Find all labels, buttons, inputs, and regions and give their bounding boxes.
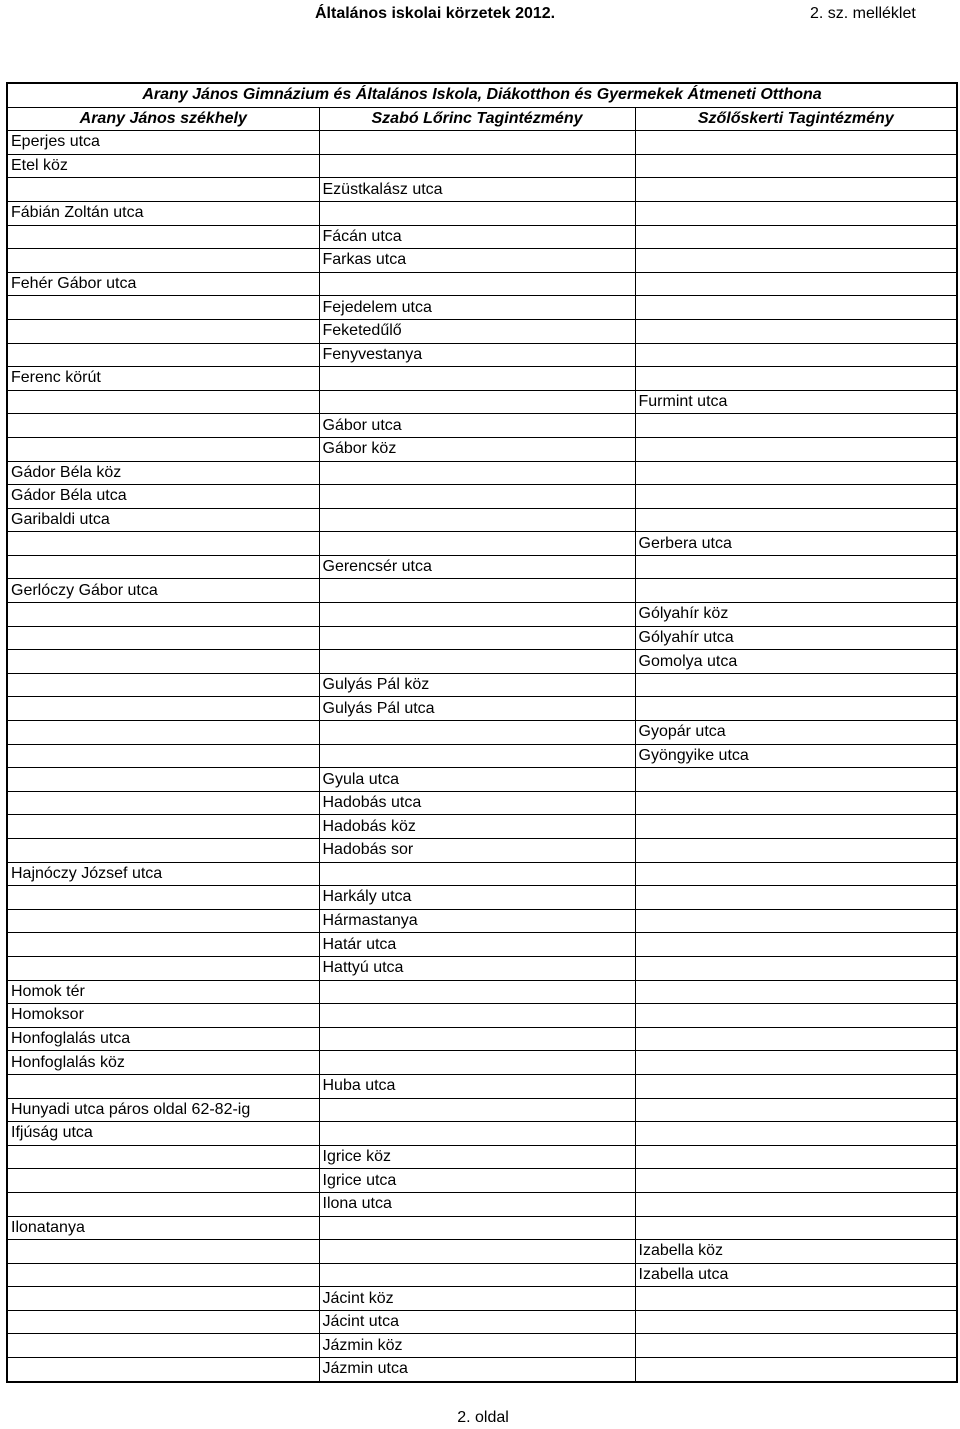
street-cell xyxy=(635,1310,957,1334)
street-cell xyxy=(319,1098,635,1122)
street-cell xyxy=(7,437,319,461)
street-cell xyxy=(319,461,635,485)
table-row xyxy=(7,862,957,886)
street-cell: Furmint utca xyxy=(635,390,957,414)
street-cell: Hadobás utca xyxy=(319,791,635,815)
street-cell xyxy=(635,815,957,839)
table-row xyxy=(7,154,957,178)
street-cell: Ferenc körút xyxy=(7,367,319,391)
street-cell: Garibaldi utca xyxy=(7,508,319,532)
street-cell: Jázmin utca xyxy=(319,1358,635,1382)
street-cell xyxy=(635,1122,957,1146)
street-cell xyxy=(7,249,319,273)
table-row xyxy=(7,1358,957,1382)
table-row xyxy=(7,1192,957,1216)
street-cell: Igrice utca xyxy=(319,1169,635,1193)
table-row xyxy=(7,933,957,957)
street-cell xyxy=(319,603,635,627)
street-cell xyxy=(319,532,635,556)
table-row xyxy=(7,1051,957,1075)
street-cell xyxy=(319,744,635,768)
street-cell: Gádor Béla utca xyxy=(7,485,319,509)
street-cell xyxy=(635,697,957,721)
street-cell xyxy=(7,1240,319,1264)
street-cell xyxy=(635,1027,957,1051)
street-cell xyxy=(7,414,319,438)
table-row xyxy=(7,367,957,391)
street-cell: Fenyvestanya xyxy=(319,343,635,367)
street-cell: Izabella utca xyxy=(635,1263,957,1287)
street-cell xyxy=(7,532,319,556)
street-cell: Eperjes utca xyxy=(7,131,319,155)
street-cell xyxy=(7,343,319,367)
street-cell xyxy=(319,367,635,391)
street-cell xyxy=(635,1216,957,1240)
street-cell xyxy=(319,650,635,674)
street-cell: Gólyahír utca xyxy=(635,626,957,650)
street-cell xyxy=(319,485,635,509)
street-cell xyxy=(635,367,957,391)
street-cell xyxy=(319,862,635,886)
table-row xyxy=(7,697,957,721)
street-cell xyxy=(635,956,957,980)
table-body xyxy=(7,131,957,1382)
street-cell xyxy=(7,909,319,933)
street-cell xyxy=(7,956,319,980)
street-cell: Jázmin köz xyxy=(319,1334,635,1358)
street-cell xyxy=(635,933,957,957)
table-row xyxy=(7,768,957,792)
street-cell xyxy=(635,343,957,367)
street-cell: Izabella köz xyxy=(635,1240,957,1264)
table-row xyxy=(7,555,957,579)
street-cell xyxy=(635,272,957,296)
street-cell xyxy=(7,603,319,627)
street-cell: Homoksor xyxy=(7,1004,319,1028)
street-cell xyxy=(7,933,319,957)
street-cell: Etel köz xyxy=(7,154,319,178)
table-row xyxy=(7,390,957,414)
street-cell xyxy=(635,1334,957,1358)
street-cell xyxy=(7,673,319,697)
street-cell: Gólyahír köz xyxy=(635,603,957,627)
table-row xyxy=(7,225,957,249)
street-cell xyxy=(319,508,635,532)
street-cell: Jácint köz xyxy=(319,1287,635,1311)
table-row xyxy=(7,579,957,603)
table-row xyxy=(7,1240,957,1264)
street-cell: Gulyás Pál köz xyxy=(319,673,635,697)
table-row xyxy=(7,650,957,674)
street-cell: Gerlóczy Gábor utca xyxy=(7,579,319,603)
table-row xyxy=(7,532,957,556)
street-cell xyxy=(319,131,635,155)
table-row xyxy=(7,815,957,839)
street-cell xyxy=(7,1169,319,1193)
street-cell xyxy=(635,1169,957,1193)
table-row xyxy=(7,1122,957,1146)
street-cell xyxy=(319,1216,635,1240)
street-cell: Harkály utca xyxy=(319,886,635,910)
street-cell xyxy=(7,1310,319,1334)
school-district-table xyxy=(6,82,958,1383)
table-row xyxy=(7,131,957,155)
column-header-row xyxy=(7,107,957,131)
street-cell xyxy=(635,485,957,509)
street-cell xyxy=(7,721,319,745)
street-cell xyxy=(635,1004,957,1028)
street-cell xyxy=(7,839,319,863)
street-cell: Gomolya utca xyxy=(635,650,957,674)
street-cell: Homok tér xyxy=(7,980,319,1004)
street-cell xyxy=(635,1051,957,1075)
street-cell xyxy=(7,390,319,414)
street-cell xyxy=(635,839,957,863)
street-cell xyxy=(7,1192,319,1216)
street-cell xyxy=(635,1074,957,1098)
street-cell xyxy=(7,296,319,320)
table-row xyxy=(7,791,957,815)
street-cell xyxy=(635,1287,957,1311)
street-cell: Gábor köz xyxy=(319,437,635,461)
street-cell xyxy=(319,1263,635,1287)
column-header-arany-janos: Arany János székhely xyxy=(7,107,319,131)
street-cell xyxy=(7,626,319,650)
table-row xyxy=(7,437,957,461)
street-cell xyxy=(635,437,957,461)
table-row xyxy=(7,673,957,697)
street-cell: Ilona utca xyxy=(319,1192,635,1216)
street-cell: Honfoglalás köz xyxy=(7,1051,319,1075)
table-row xyxy=(7,249,957,273)
street-cell: Fábián Zoltán utca xyxy=(7,201,319,225)
street-cell: Határ utca xyxy=(319,933,635,957)
street-cell: Gerbera utca xyxy=(635,532,957,556)
street-cell xyxy=(7,768,319,792)
street-cell: Hajnóczy József utca xyxy=(7,862,319,886)
page-number: 2. oldal xyxy=(457,1409,509,1426)
street-cell: Gyopár utca xyxy=(635,721,957,745)
table-row xyxy=(7,343,957,367)
table-row xyxy=(7,909,957,933)
street-cell: Gádor Béla köz xyxy=(7,461,319,485)
street-cell xyxy=(635,178,957,202)
street-cell xyxy=(635,791,957,815)
street-cell: Hattyú utca xyxy=(319,956,635,980)
table-row xyxy=(7,980,957,1004)
street-cell: Feketedűlő xyxy=(319,319,635,343)
column-header-szoloskerti: Szőlőskerti Tagintézmény xyxy=(635,107,957,131)
street-cell xyxy=(319,1122,635,1146)
table-row xyxy=(7,956,957,980)
document-title: Általános iskolai körzetek 2012. xyxy=(315,5,556,22)
table-row xyxy=(7,744,957,768)
street-cell xyxy=(7,697,319,721)
table-row xyxy=(7,485,957,509)
street-cell xyxy=(319,201,635,225)
street-cell: Gyula utca xyxy=(319,768,635,792)
street-cell xyxy=(7,319,319,343)
street-cell: Hadobás sor xyxy=(319,839,635,863)
street-cell xyxy=(319,1004,635,1028)
street-cell xyxy=(7,791,319,815)
table-row xyxy=(7,1334,957,1358)
street-cell xyxy=(7,1358,319,1382)
street-cell: Hunyadi utca páros oldal 62-82-ig xyxy=(7,1098,319,1122)
table-row xyxy=(7,461,957,485)
street-cell xyxy=(7,650,319,674)
street-cell xyxy=(635,461,957,485)
street-cell xyxy=(319,579,635,603)
street-cell: Ezüstkalász utca xyxy=(319,178,635,202)
street-cell xyxy=(635,201,957,225)
street-cell xyxy=(319,1051,635,1075)
street-cell xyxy=(319,154,635,178)
street-cell xyxy=(7,1074,319,1098)
street-cell xyxy=(7,555,319,579)
column-header-szabo-lorinc: Szabó Lőrinc Tagintézmény xyxy=(319,107,635,131)
table-row xyxy=(7,1263,957,1287)
table-row xyxy=(7,1004,957,1028)
annex-label: 2. sz. melléklet xyxy=(810,5,916,22)
table-row xyxy=(7,414,957,438)
street-cell: Ilonatanya xyxy=(7,1216,319,1240)
street-cell xyxy=(635,1358,957,1382)
street-cell xyxy=(319,980,635,1004)
street-cell xyxy=(635,1192,957,1216)
street-cell xyxy=(635,862,957,886)
table-row xyxy=(7,1169,957,1193)
table-row xyxy=(7,1287,957,1311)
table-row xyxy=(7,1074,957,1098)
table-row xyxy=(7,1098,957,1122)
street-cell: Fejedelem utca xyxy=(319,296,635,320)
street-cell xyxy=(635,249,957,273)
street-cell xyxy=(7,815,319,839)
table-row xyxy=(7,201,957,225)
street-cell: Hadobás köz xyxy=(319,815,635,839)
table-row xyxy=(7,1216,957,1240)
street-cell: Igrice köz xyxy=(319,1145,635,1169)
street-cell xyxy=(635,555,957,579)
table-row xyxy=(7,721,957,745)
table-row xyxy=(7,296,957,320)
page-footer xyxy=(0,1409,960,1427)
street-cell: Gyöngyike utca xyxy=(635,744,957,768)
street-cell xyxy=(7,1145,319,1169)
street-cell: Gulyás Pál utca xyxy=(319,697,635,721)
street-cell xyxy=(319,390,635,414)
table-row xyxy=(7,839,957,863)
street-cell: Farkas utca xyxy=(319,249,635,273)
street-cell: Gábor utca xyxy=(319,414,635,438)
street-cell xyxy=(635,414,957,438)
street-cell xyxy=(635,909,957,933)
street-cell xyxy=(635,296,957,320)
street-cell xyxy=(635,886,957,910)
street-cell: Huba utca xyxy=(319,1074,635,1098)
street-cell xyxy=(635,225,957,249)
school-name-row xyxy=(7,83,957,107)
street-cell xyxy=(7,1287,319,1311)
school-name: Arany János Gimnázium és Általános Iskola, Diákotthon és Gyermekek Átmeneti Otthona xyxy=(7,83,957,107)
street-cell xyxy=(7,1263,319,1287)
table-row xyxy=(7,178,957,202)
street-cell: Gerencsér utca xyxy=(319,555,635,579)
street-cell xyxy=(635,673,957,697)
street-cell: Fácán utca xyxy=(319,225,635,249)
street-cell xyxy=(319,721,635,745)
street-cell xyxy=(319,272,635,296)
street-cell: Honfoglalás utca xyxy=(7,1027,319,1051)
street-cell xyxy=(7,225,319,249)
street-cell xyxy=(635,579,957,603)
street-cell xyxy=(635,1098,957,1122)
street-cell: Jácint utca xyxy=(319,1310,635,1334)
table-row xyxy=(7,272,957,296)
street-cell xyxy=(635,508,957,532)
street-cell xyxy=(7,178,319,202)
street-cell xyxy=(319,626,635,650)
street-cell xyxy=(7,886,319,910)
page-header xyxy=(0,5,960,27)
street-cell xyxy=(635,1145,957,1169)
street-cell xyxy=(7,744,319,768)
table-row xyxy=(7,508,957,532)
street-cell xyxy=(319,1027,635,1051)
table-row xyxy=(7,603,957,627)
street-cell: Hármastanya xyxy=(319,909,635,933)
street-cell xyxy=(319,1240,635,1264)
table-row xyxy=(7,886,957,910)
table-row xyxy=(7,1310,957,1334)
street-cell xyxy=(635,319,957,343)
street-cell xyxy=(7,1334,319,1358)
street-cell xyxy=(635,768,957,792)
table-row xyxy=(7,626,957,650)
street-cell: Ifjúság utca xyxy=(7,1122,319,1146)
street-cell xyxy=(635,131,957,155)
table-row xyxy=(7,1145,957,1169)
table-row xyxy=(7,319,957,343)
street-cell: Fehér Gábor utca xyxy=(7,272,319,296)
table-row xyxy=(7,1027,957,1051)
street-cell xyxy=(635,154,957,178)
street-cell xyxy=(635,980,957,1004)
